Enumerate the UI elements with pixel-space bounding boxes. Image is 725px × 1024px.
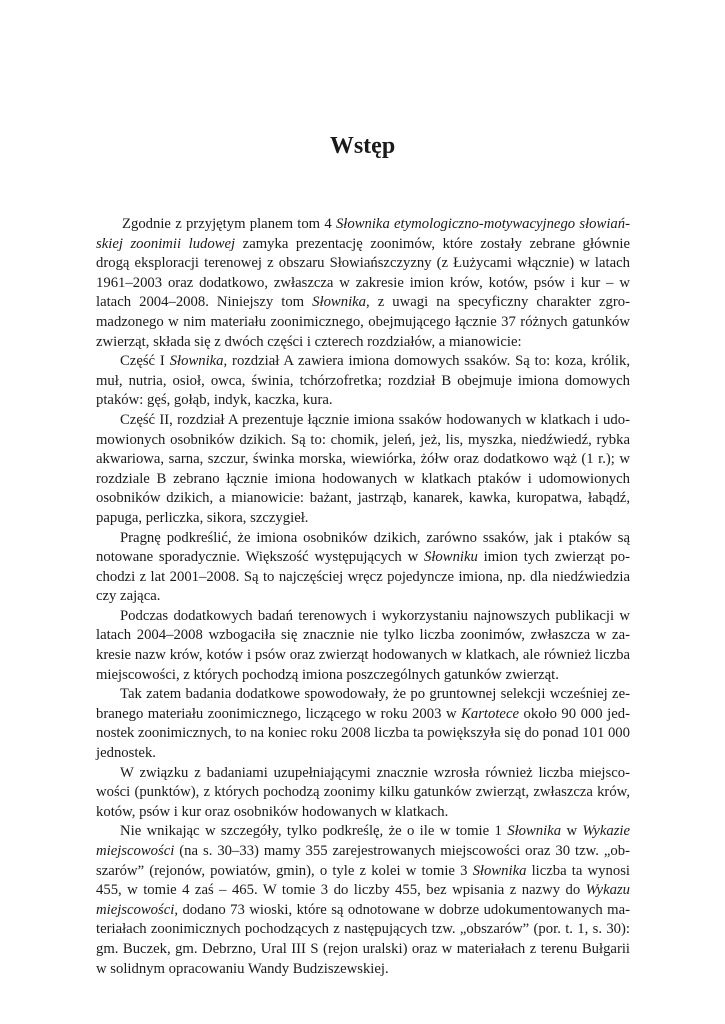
italic-text: Wykazu miejscowości: [96, 882, 630, 918]
italic-text: Słownika: [472, 862, 527, 879]
italic-text: Kartotece: [461, 705, 519, 722]
text-segment: Pragnę podkreślić, że imiona osobników dzikich, zarówno ssaków, jak i ptaków są notowane sporadycznie. Większość występujących w: [96, 529, 630, 566]
page-title: Wstęp: [329, 133, 396, 159]
text-segment: zamyka prezentację zoonimów, które zostały zebrane głównie drogą eksploracji terenowej z obszaru Słowiańszczyzny (z Łużycami włącznie) w latach 1961–2003 oraz dodatkowo, zwłaszcza w zakresie imion krów, kotów, psów i kur – w latach 2004–2008. Niniejszy tom: [96, 235, 630, 311]
italic-text: Słownika: [312, 294, 367, 311]
text-segment: Część II, rozdział A prezentuje łącznie imiona ssaków hodowanych w klatkach i udomowionych osobników dzikich. Są to: chomik, jeleń, jeż, lis, myszka, niedźwiedź, rybka akwariowa, sarna, szczur, świnka morska, wiewiórka, żółw oraz dodatkowo wąż (1 r.); w rozdziale B zebrano łącznie imiona hodowanych w klatkach ptaków i udomowionych osobników dzikich, a mianowicie: bażant, jastrząb, kanarek, kawka, kuropatwa, łabądź, papuga, perliczka, sikora, szczygieł.: [96, 411, 630, 526]
paragraph: [96, 352, 630, 411]
text-segment: Zgodnie z przyjętym planem tom 4: [122, 216, 336, 232]
text-segment: , rozdział A zawiera imiona domowych ssaków. Są to: koza, królik, muł, nutria, osioł, owca, świnia, tchórzofretka; rozdział B obejmuje imiona domowych ptaków: gęś, gołąb, indyk, kaczka, kura.: [96, 353, 630, 409]
text-segment: w: [561, 823, 583, 840]
italic-text: Słownika: [507, 823, 562, 840]
italic-text: Słownika: [169, 353, 224, 370]
italic-text: Słownika etymologiczno-motywacyjnego słowiańskiej zoonimii ludowej: [96, 216, 630, 252]
paragraph: [96, 411, 630, 529]
text-segment: Tak zatem badania dodatkowe spowodowały, że po gruntownej selekcji wcześniej zebranego materiału zoonimicznego, liczącego w roku 2003 w: [96, 686, 630, 722]
text-segment: Podczas dodatkowych badań terenowych i wykorzystaniu najnowszych publikacji w latach 2004–2008 wzbogaciła się znacznie nie tylko liczba zoonimów, zwłaszcza w zakresie nazw krów, kotów i psów oraz zwierząt hodowanych w klatkach, ale również liczba miejscowości, z których pochodzą imiona poszczególnych gatunków zwierząt.: [96, 607, 630, 683]
text-segment: , z uwagi na specyficzny charakter zgromadzonego w nim materiału zoonimicznego, obejmującego łącznie 37 różnych gatunków zwierząt, składa się z dwóch części i czterech rozdziałów, a mianowicie:: [96, 294, 631, 350]
paragraph: [96, 607, 630, 685]
text-segment: , dodano 73 wioski, które są odnotowane w dobrze udokumentowanych materiałach zoonimicznych pochodzących z następujących tzw. „obszarów” (por. t. 1, s. 30): gm. Buczek, gm. Debrzno, Ural III S (rejon uralski) oraz w materiałach z terenu Bułgarii w solidnym opracowaniu Wandy Budziszewskiej.: [96, 901, 630, 977]
paragraph: [96, 685, 630, 763]
text-segment: Część I: [120, 353, 170, 370]
text-segment: około 90 000 jednostek zoonimicznych, to na koniec roku 2008 liczba ta powiększyła się do ponad 101 000 jednostek.: [96, 705, 630, 762]
paragraph: [96, 529, 630, 607]
italic-text: Wykazie miejscowości: [96, 823, 631, 859]
text-segment: Nie wnikając w szczegóły, tylko podkreślę, że o ile w tomie 1: [120, 823, 508, 840]
text-segment: imion tych zwierząt pochodzi z lat 2001–2008. Są to najczęściej wręcz pojedyncze imiona, np. dla niedźwiedzia czy zająca.: [96, 549, 631, 605]
text-segment: liczba ta wynosi 455, w tomie 4 zaś – 465. W tomie 3 do liczby 455, bez wpisania z nazwy do: [96, 862, 630, 899]
text-segment: (na s. 30–33) mamy 355 zarejestrowanych miejscowości oraz 30 tzw. „obszarów” (rejonów, powiatów, gmin), o tyle z kolei w tomie 3: [96, 843, 630, 879]
body-text: [96, 215, 630, 979]
text-segment: W związku z badaniami uzupełniającymi znacznie wzrosła również liczba miejscowości (punktów), z których pochodzą zoonimy kilku gatunków zwierząt, zwłaszcza krów, kotów, psów i kur oraz osobników hodowanych w klatkach.: [96, 764, 630, 820]
italic-text: Słowniku: [424, 549, 478, 566]
paragraph: [96, 764, 630, 823]
paragraph: [96, 822, 630, 979]
paragraph: [96, 215, 630, 352]
